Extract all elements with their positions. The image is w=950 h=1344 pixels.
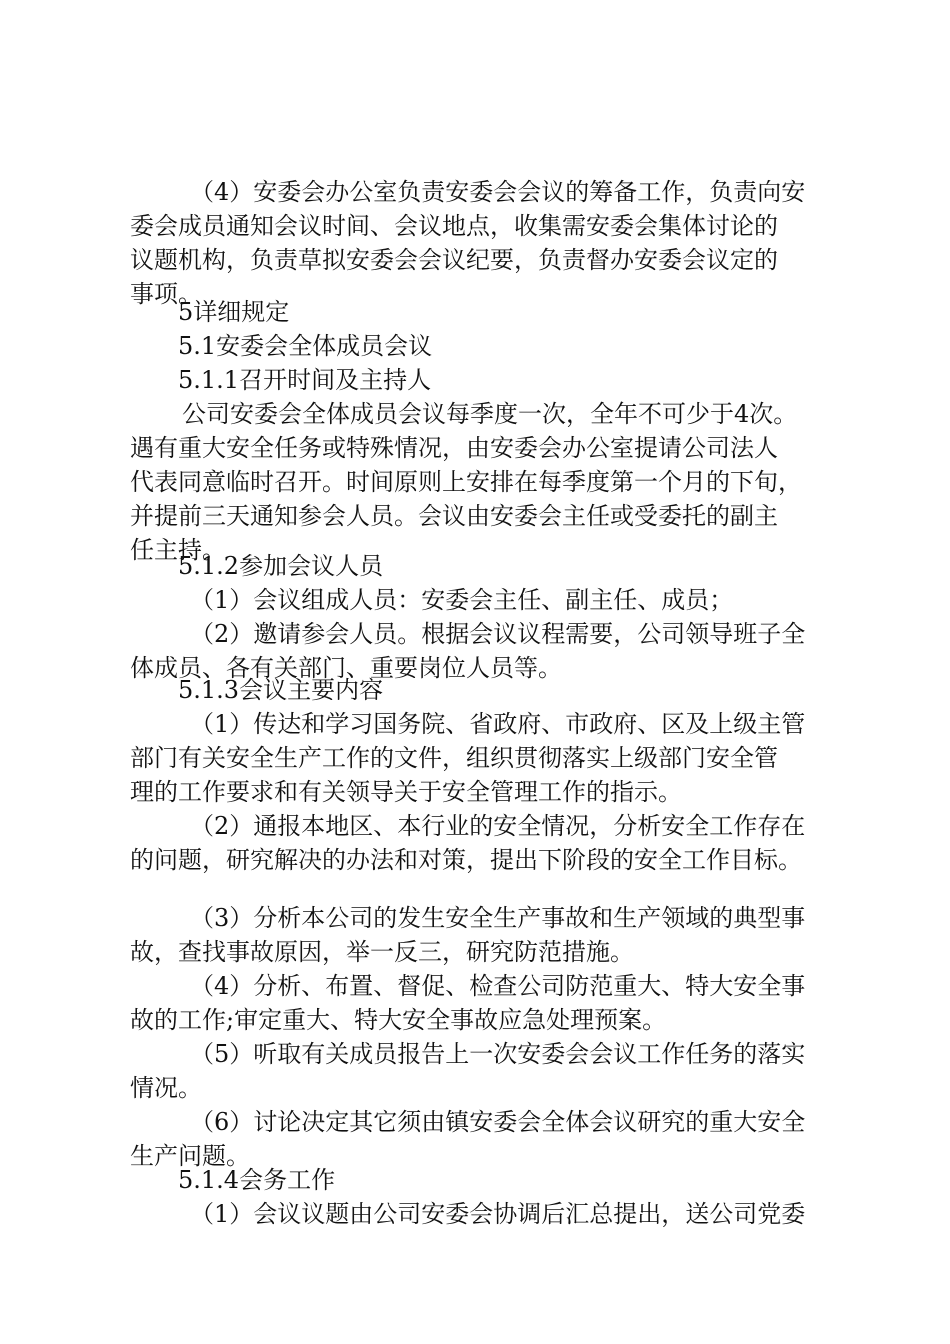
text-line: 体成员、各有关部门、重要岗位人员等。	[130, 654, 562, 682]
text-line: 故，查找事故原因，举一反三，研究防范措施。	[130, 938, 634, 966]
text-line: 公司安委会全体成员会议每季度一次，全年不可少于4次。	[182, 400, 798, 428]
text-line: 委会成员通知会议时间、会议地点，收集需安委会集体讨论的	[130, 212, 778, 240]
section-heading: 5.1.1召开时间及主持人	[178, 366, 432, 394]
text-line: （1）会议组成人员：安委会主任、副主任、成员；	[190, 586, 734, 614]
text-line: （2）邀请参会人员。根据会议议程需要，公司领导班子全	[190, 620, 806, 648]
section-heading: 5.1.3会议主要内容	[178, 676, 384, 704]
text-line: （5）听取有关成员报告上一次安委会会议工作任务的落实	[190, 1040, 806, 1068]
text-line: （4）分析、布置、督促、检查公司防范重大、特大安全事	[190, 972, 806, 1000]
text-line: 故的工作;审定重大、特大安全事故应急处理预案。	[130, 1006, 667, 1034]
text-line: 理的工作要求和有关领导关于安全管理工作的指示。	[130, 778, 682, 806]
text-line: （6）讨论决定其它须由镇安委会全体会议研究的重大安全	[190, 1108, 806, 1136]
text-line: 代表同意临时召开。时间原则上安排在每季度第一个月的下旬，	[130, 468, 802, 496]
text-line: 情况。	[130, 1074, 202, 1102]
section-heading: 5详细规定	[178, 298, 290, 326]
section-heading: 5.1安委会全体成员会议	[178, 332, 433, 360]
text-line: （3）分析本公司的发生安全生产事故和生产领域的典型事	[190, 904, 806, 932]
text-line: 事项。	[130, 280, 202, 308]
text-line: 议题机构，负责草拟安委会会议纪要，负责督办安委会议定的	[130, 246, 778, 274]
text-line: 的问题，研究解决的办法和对策，提出下阶段的安全工作目标。	[130, 846, 802, 874]
section-heading: 5.1.4会务工作	[178, 1166, 336, 1194]
text-line: （2）通报本地区、本行业的安全情况，分析安全工作存在	[190, 812, 806, 840]
text-line: 生产问题。	[130, 1142, 250, 1170]
text-line: 部门有关安全生产工作的文件，组织贯彻落实上级部门安全管	[130, 744, 778, 772]
text-line: （4）安委会办公室负责安委会会议的筹备工作，负责向安	[190, 178, 806, 206]
text-line: （1）传达和学习国务院、省政府、市政府、区及上级主管	[190, 710, 806, 738]
text-line: （1）会议议题由公司安委会协调后汇总提出，送公司党委	[190, 1200, 806, 1228]
text-line: 任主持。	[130, 536, 226, 564]
text-line: 遇有重大安全任务或特殊情况，由安委会办公室提请公司法人	[130, 434, 778, 462]
text-line: 并提前三天通知参会人员。会议由安委会主任或受委托的副主	[130, 502, 778, 530]
section-heading: 5.1.2参加会议人员	[178, 552, 384, 580]
